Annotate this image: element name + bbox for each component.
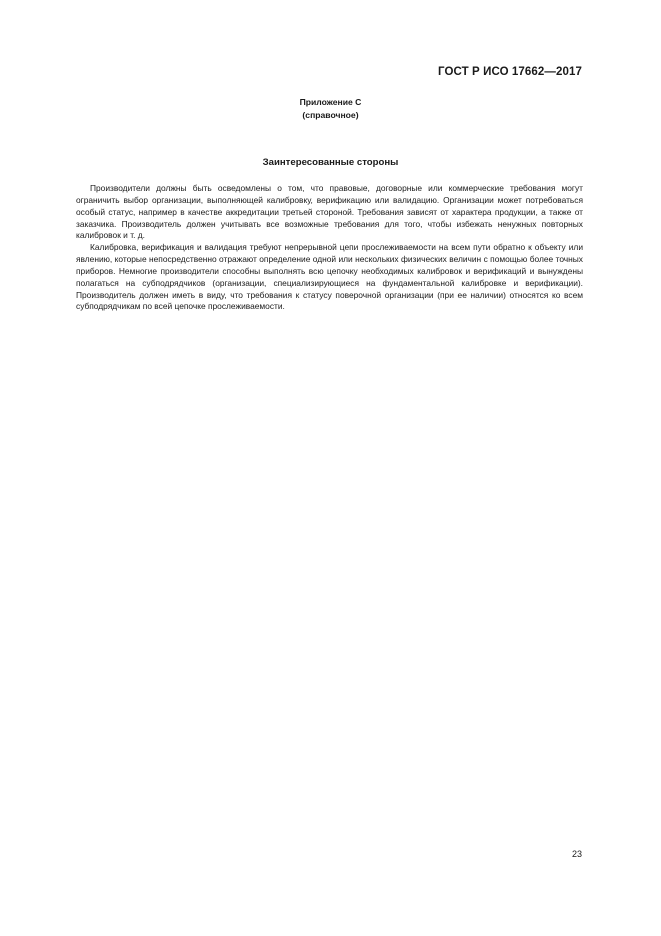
page-number: 23 [571, 849, 582, 859]
annex-heading [0, 96, 661, 122]
paragraph: Калибровка, верификация и валидация требуют непрерывной цепи прослеживаемости на всем пути обратно к объекту или явлению, которые непосредственно отражают определение одной или нескольких физических величин с помощью более точных приборов. Немногие производители способны выполнять всю цепочку необходимых калибровок и верификаций и вынуждены полагаться на субподрядчиков (организации, специализирующиеся на фундаментальной калибровке и верификации). Производитель должен иметь в виду, что требования к статусу поверочной организации (при ее наличии) относятся ко всем субподрядчикам по всей цепочке прослеживаемости. [76, 242, 583, 312]
body-text [76, 183, 583, 313]
paragraph: Производители должны быть осведомлены о том, что правовые, договорные или коммерческие требования могут ограничить выбор организации, выполняющей калибровку, верификацию или валидацию. Организации может потребоваться особый статус, например в качестве аккредитации третьей стороной. Требования зависят от характера продукции, а также от заказчика. Производитель должен учитывать все возможные требования для того, чтобы избежать ненужных повторных калибровок и т. д. [76, 183, 583, 241]
section-title: Заинтересованные стороны [262, 157, 399, 168]
annex-title: Приложение С [299, 97, 362, 107]
annex-subtitle: (справочное) [302, 110, 359, 120]
document-code: ГОСТ Р ИСО 17662—2017 [437, 66, 582, 78]
